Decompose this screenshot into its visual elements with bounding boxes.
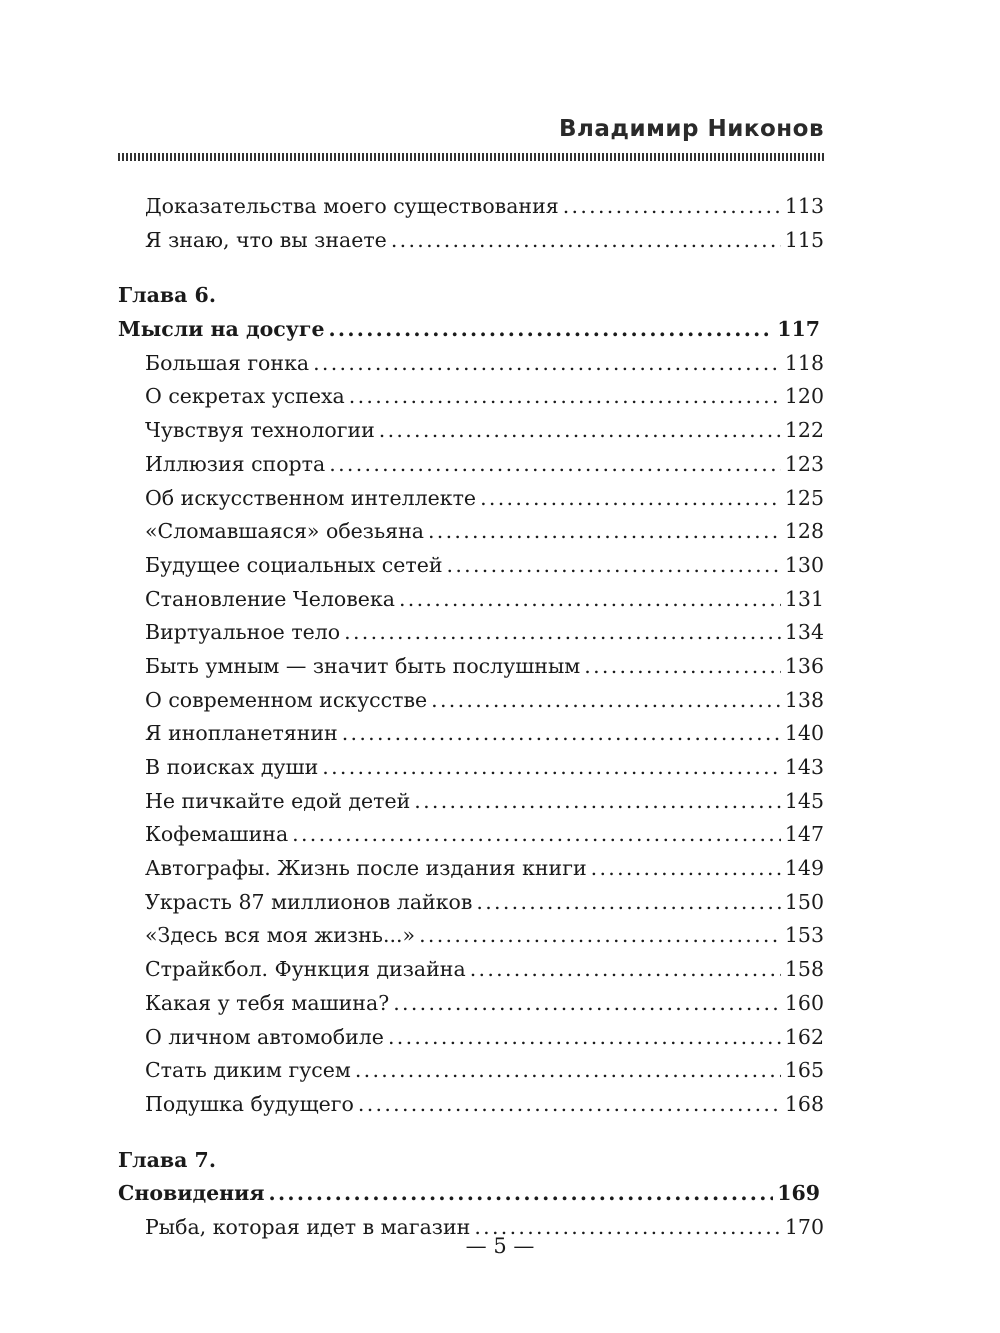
leader-dots: [393, 987, 781, 1021]
toc-entry[interactable]: [118, 482, 824, 516]
toc-entry[interactable]: [118, 190, 824, 224]
toc-entry-title: Украсть 87 миллионов лайков: [145, 889, 473, 914]
toc-entry-page: 160: [784, 990, 824, 1015]
toc-entry-page: 113: [784, 194, 824, 218]
running-header-author: Владимир Никонов: [559, 116, 824, 142]
toc-entry[interactable]: [118, 886, 824, 920]
leader-dots: [313, 347, 781, 381]
toc-entry-title: Иллюзия спорта: [145, 451, 326, 476]
toc-entry-title: О личном автомобиле: [145, 1024, 384, 1049]
chapter-title: Мысли на досуге: [118, 317, 325, 342]
toc-entry-page: 168: [784, 1091, 824, 1116]
toc-entry-page: 162: [784, 1024, 824, 1049]
toc-entry[interactable]: [118, 751, 824, 785]
toc-entry[interactable]: [118, 616, 824, 650]
leader-dots: [591, 852, 781, 886]
toc-entry-page: 158: [784, 957, 824, 982]
toc-entry-title: Страйкбол. Функция дизайна: [145, 957, 466, 982]
toc-entry[interactable]: [118, 953, 824, 987]
leader-dots: [391, 224, 781, 258]
page-number: — 5 —: [465, 1234, 535, 1258]
chapter-title: Сновидения: [118, 1181, 265, 1206]
leader-dots: [447, 549, 781, 583]
chapter-7-entry[interactable]: [118, 1177, 824, 1211]
leader-dots: [329, 313, 774, 347]
leader-dots: [269, 1177, 774, 1211]
toc-entry-page: 140: [784, 721, 824, 746]
toc-entry-title: В поисках души: [145, 755, 319, 779]
toc-entry[interactable]: [118, 549, 824, 583]
toc-entry[interactable]: [118, 583, 824, 617]
toc-entry[interactable]: [118, 1021, 824, 1055]
toc-entry-page: 130: [784, 552, 824, 577]
leader-dots: [349, 380, 781, 414]
toc-entry-page: 165: [784, 1058, 824, 1083]
leader-dots: [414, 785, 781, 819]
toc-entry-title: Будущее социальных сетей: [145, 552, 443, 577]
toc-entry-page: 125: [784, 485, 824, 510]
chapter-7-label: Глава 7.: [118, 1147, 216, 1172]
leader-dots: [329, 448, 781, 482]
toc-entry-page: 149: [784, 856, 824, 881]
toc-entry[interactable]: [118, 414, 824, 448]
toc-entry[interactable]: [118, 717, 824, 751]
toc-entry-title: Я инопланетянин: [145, 721, 338, 746]
leader-dots: [470, 953, 781, 987]
toc-entry[interactable]: [118, 515, 824, 549]
toc-entry-page: 131: [784, 586, 824, 611]
toc-entry-page: 123: [784, 451, 824, 476]
toc-entry-title: Кофемашина: [145, 822, 289, 847]
leader-dots: [355, 1054, 781, 1088]
leader-dots: [292, 818, 781, 852]
leader-dots: [419, 919, 781, 953]
toc-entry[interactable]: [118, 380, 824, 414]
toc-entry-page: 153: [784, 923, 824, 948]
toc-entry-page: 147: [784, 822, 824, 847]
toc-entry-title: Стать диким гусем: [145, 1058, 351, 1083]
toc-entry-page: 170: [784, 1214, 824, 1239]
toc-entry-page: 115: [784, 227, 824, 252]
toc-entry[interactable]: [118, 650, 824, 684]
toc-entry-page: 118: [784, 350, 824, 375]
toc-entry-title: Чувствуя технологии: [145, 418, 375, 443]
toc-entry-title: Становление Человека: [145, 586, 395, 611]
toc-entry[interactable]: [118, 818, 824, 852]
chapter-6-items: [118, 347, 824, 1122]
toc-entry-title: Виртуальное тело: [145, 620, 341, 645]
leader-dots: [563, 190, 781, 224]
toc-entry-page: 145: [784, 788, 824, 813]
chapter-6-label: Глава 6.: [118, 283, 216, 308]
toc-entry-page: 136: [784, 653, 824, 678]
toc-entry-title: Не пичкайте едой детей: [145, 788, 411, 813]
leader-dots: [344, 616, 781, 650]
toc-entry[interactable]: [118, 987, 824, 1021]
leader-dots: [431, 684, 781, 718]
toc-entry-title: «Сломавшаяся» обезьяна: [145, 519, 424, 544]
toc-entry-page: 120: [784, 384, 824, 409]
toc-entry-title: Какая у тебя машина?: [145, 990, 390, 1015]
toc-entry[interactable]: [118, 347, 824, 381]
leader-dots: [358, 1088, 781, 1122]
toc-entry[interactable]: [118, 224, 824, 258]
toc-entry-title: Быть умным — значит быть послушным: [145, 653, 581, 678]
toc-entry[interactable]: [118, 448, 824, 482]
chapter-page: 169: [777, 1181, 820, 1206]
toc-entry-title: Рыба, которая идет в магазин: [145, 1214, 471, 1239]
toc-entry-title: «Здесь вся моя жизнь...»: [145, 923, 416, 948]
toc-entry[interactable]: [118, 1054, 824, 1088]
toc-entry-page: 122: [784, 418, 824, 443]
leader-dots: [476, 886, 780, 920]
toc-entry[interactable]: [118, 684, 824, 718]
toc-entry-title: О современном искусстве: [145, 687, 428, 712]
leader-dots: [379, 414, 781, 448]
leader-dots: [388, 1021, 781, 1055]
leader-dots: [322, 751, 781, 785]
toc-entry[interactable]: [118, 852, 824, 886]
leader-dots: [342, 717, 781, 751]
toc-entry-title: Автографы. Жизнь после издания книги: [145, 856, 587, 881]
leader-dots: [428, 515, 781, 549]
toc-entry-page: 128: [784, 519, 824, 544]
leader-dots: [480, 482, 781, 516]
toc-entry-page: 143: [784, 755, 824, 779]
toc-entry-page: 134: [784, 620, 824, 645]
toc-entry-title: Об искусственном интеллекте: [145, 485, 477, 510]
chapter-6-entry[interactable]: [118, 313, 824, 347]
table-of-contents: [118, 190, 824, 1245]
toc-entry-title: Подушка будущего: [145, 1091, 354, 1116]
header-dotted-rule: [118, 153, 824, 161]
toc-entry-page: 150: [784, 889, 824, 914]
toc-entry[interactable]: [118, 1088, 824, 1122]
leader-dots: [584, 650, 781, 684]
chapter-page: 117: [777, 317, 820, 342]
toc-entry[interactable]: [118, 785, 824, 819]
toc-entry-title: Большая гонка: [145, 350, 310, 375]
toc-entry-title: Доказательства моего существования: [145, 194, 559, 218]
toc-entry-title: Я знаю, что вы знаете: [145, 227, 387, 252]
toc-entry-page: 138: [784, 687, 824, 712]
toc-entry[interactable]: [118, 919, 824, 953]
toc-entry-title: О секретах успеха: [145, 384, 345, 409]
leader-dots: [399, 583, 781, 617]
